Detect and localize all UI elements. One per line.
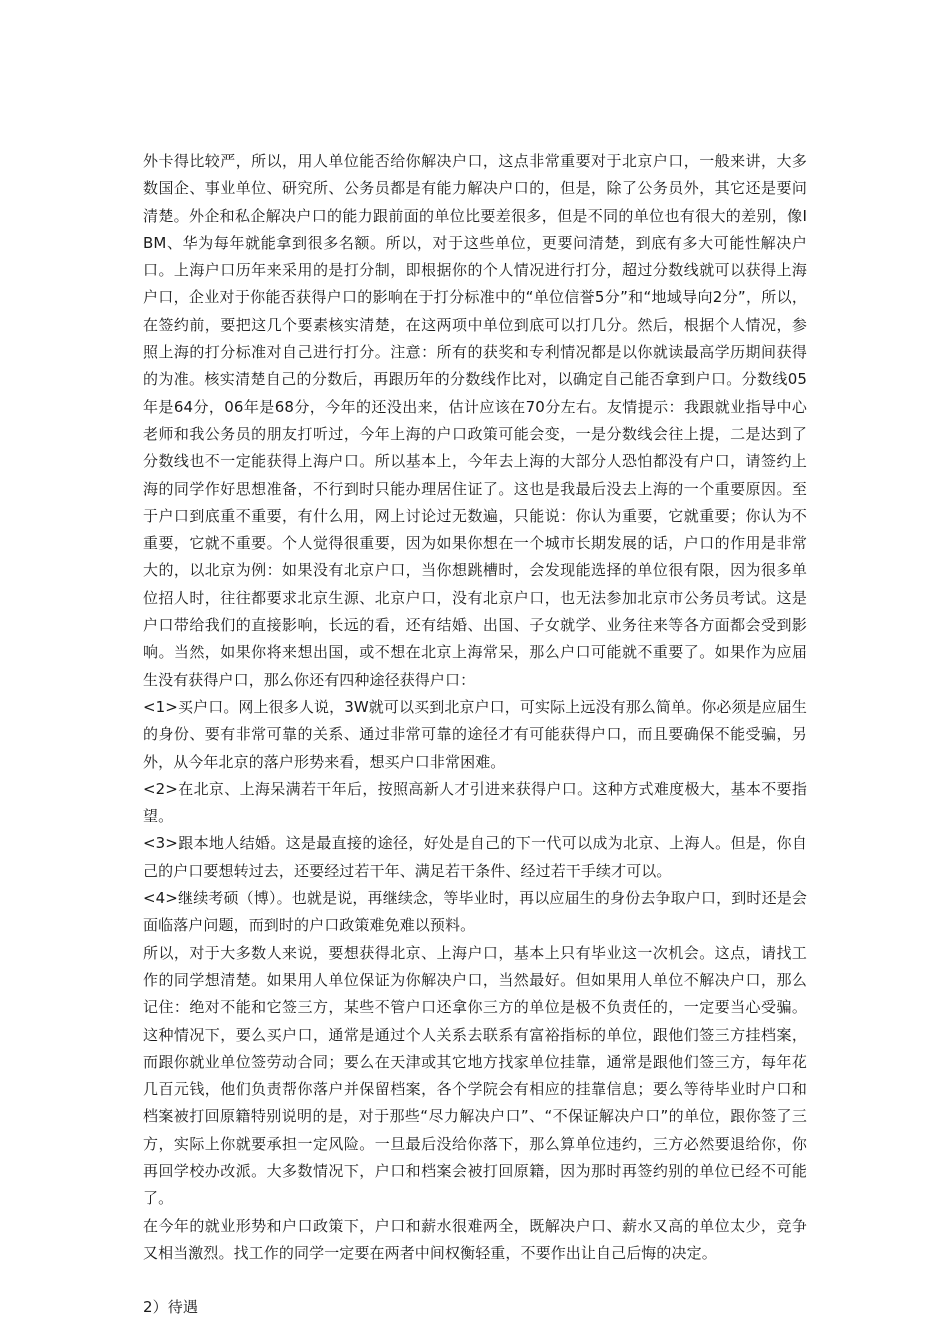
- paragraph-hukou-intro: 外卡得比较严，所以，用人单位能否给你解决户口，这点非常重要对于北京户口，一般来讲，大多数国企、事业单位、研究所、公务员都是有能力解决户口的，但是，除了公务员外，其它还是要问清楚。外企和私企解决户口的能力跟前面的单位比要差很多，但是不同的单位也有很大的差别，像IBM、华为每年就能拿到很多名额。所以，对于这些单位，更要问清楚，到底有多大可能性解决户口。上海户口历年来采用的是打分制，即根据你的个人情况进行打分，超过分数线就可以获得上海户口，企业对于你能否获得户口的影响在于打分标准中的“单位信誉5分”和“地域导向2分”，所以，在签约前，要把这几个要素核实清楚，在这两项中单位到底可以打几分。然后，根据个人情况，参照上海的打分标准对自己进行打分。注意：所有的获奖和专利情况都是以你就读最高学历期间获得的为准。核实清楚自己的分数后，再跟历年的分数线作比对，以确定自己能否拿到户口。分数线05年是64分，06年是68分，今年的还没出来，估计应该在70分左右。友情提示：我跟就业指导中心老师和我公务员的朋友打听过，今年上海的户口政策可能会变，一是分数线会往上提，二是达到了分数线也不一定能获得上海户口。所以基本上，今年去上海的大部分人恐怕都没有户口，请签约上海的同学作好思想准备，不行到时只能办理居住证了。这也是我最后没去上海的一个重要原因。至于户口到底重不重要，有什么用，网上讨论过无数遍，只能说：你认为重要，它就重要；你认为不重要，它就不重要。个人觉得很重要，因为如果你想在一个城市长期发展的话，户口的作用是非常大的，以北京为例：如果没有北京户口，当你想跳槽时，会发现能选择的单位很有限，因为很多单位招人时，往往都要求北京生源、北京户口，没有北京户口，也无法参加北京市公务员考试。这是户口带给我们的直接影响，长远的看，还有结婚、出国、子女就学、业务往来等各方面都会受到影响。当然，如果你将来想出国，或不想在北京上海常呆，那么户口可能就不重要了。如果作为应届生没有获得户口，那么你还有四种途径获得户口：: [143, 152, 807, 689]
- paragraph-option-3: <3>跟本地人结婚。这是最直接的途径，好处是自己的下一代可以成为北京、上海人。但是，你自己的户口要想转过去，还要经过若干年、满足若干条件、经过若干手续才可以。: [143, 834, 807, 880]
- paragraph-advice: 所以，对于大多数人来说，要想获得北京、上海户口，基本上只有毕业这一次机会。这点，请找工作的同学想清楚。如果用人单位保证为你解决户口，当然最好。但如果用人单位不解决户口，那么记住：绝对不能和它签三方，某些不管户口还拿你三方的单位是极不负责任的，一定要当心受骗。这种情况下，要么买户口，通常是通过个人关系去联系有富裕指标的单位，跟他们签三方挂档案，而跟你就业单位签劳动合同；要么在天津或其它地方找家单位挂靠，通常是跟他们签三方，每年花几百元钱，他们负责帮你落户并保留档案，各个学院会有相应的挂靠信息；要么等待毕业时户口和档案被打回原籍特别说明的是，对于那些“尽力解决户口”、“不保证解决户口”的单位，跟你签了三方，实际上你就要承担一定风险。一旦最后没给你落下，那么算单位违约，三方必然要退给你，你再回学校办改派。大多数情况下，户口和档案会被打回原籍，因为那时再签约别的单位已经不可能了。: [143, 943, 807, 1208]
- paragraph-conclusion: 在今年的就业形势和户口政策下，户口和薪水很难两全，既解决户口、薪水又高的单位太少，竞争又相当激烈。找工作的同学一定要在两者中间权衡轻重，不要作出让自己后悔的决定。: [143, 1216, 807, 1262]
- paragraph-option-1: <1>买户口。网上很多人说，3W就可以买到北京户口，可实际上远没有那么简单。你必须是应届生的身份、要有非常可靠的关系、通过非常可靠的途径才有可能获得户口，而且要确保不能受骗，另外，从今年北京的落户形势来看，想买户口非常困难。: [143, 697, 807, 771]
- paragraph-option-4: <4>继续考硕（博）。也就是说，再继续念，等毕业时，再以应届生的身份去争取户口，到时还是会面临落户问题，而到时的户口政策难免难以预料。: [143, 889, 807, 935]
- document-body: [143, 148, 807, 1321]
- paragraph-option-2: <2>在北京、上海呆满若干年后，按照高新人才引进来获得户口。这种方式难度极大，基本不要指望。: [143, 779, 807, 826]
- section-heading: 2）待遇: [143, 1298, 198, 1317]
- blank-line: [143, 1267, 807, 1294]
